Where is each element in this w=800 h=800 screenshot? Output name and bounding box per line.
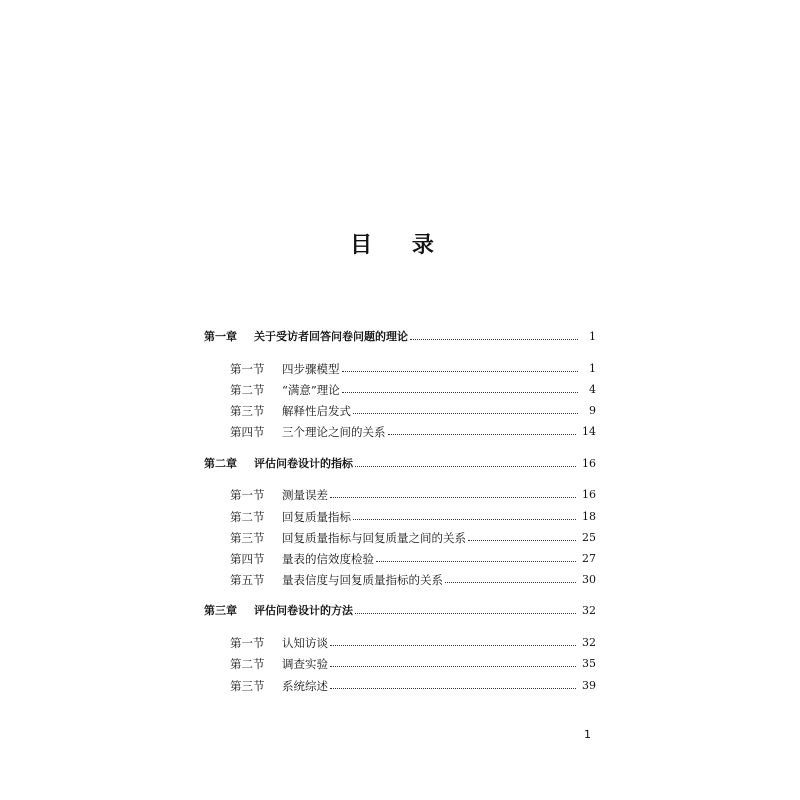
toc-chapter-1[interactable] bbox=[204, 327, 596, 347]
toc-section[interactable] bbox=[230, 485, 596, 505]
leader-dots bbox=[330, 688, 576, 689]
page-number: 9 bbox=[589, 404, 596, 417]
toc-section[interactable] bbox=[230, 380, 596, 400]
page-number: 32 bbox=[582, 636, 596, 649]
chapter-label: 第一章 bbox=[204, 330, 237, 343]
toc-section[interactable] bbox=[230, 570, 596, 590]
page-number: 32 bbox=[582, 604, 596, 617]
section-title: 量表信度与回复质量指标的关系 bbox=[282, 573, 443, 587]
leader-dots bbox=[330, 666, 576, 667]
section-title: 量表的信效度检验 bbox=[282, 552, 374, 566]
toc-section[interactable] bbox=[230, 528, 596, 548]
section-label: 第二节 bbox=[230, 657, 265, 671]
toc-chapter-3[interactable] bbox=[204, 601, 596, 621]
section-title: 回复质量指标与回复质量之间的关系 bbox=[282, 531, 466, 545]
chapter-title: 关于受访者回答问卷问题的理论 bbox=[254, 330, 408, 343]
section-title: 系统综述 bbox=[282, 679, 328, 693]
section-label: 第三节 bbox=[230, 531, 265, 545]
page-number: 1 bbox=[589, 362, 596, 375]
leader-dots bbox=[355, 613, 576, 614]
section-title: “满意”理论 bbox=[282, 383, 340, 397]
page-number: 16 bbox=[582, 488, 596, 501]
section-title: 调查实验 bbox=[282, 657, 328, 671]
toc-section[interactable] bbox=[230, 549, 596, 569]
page-number: 14 bbox=[582, 425, 596, 438]
section-label: 第四节 bbox=[230, 552, 265, 566]
section-title: 测量误差 bbox=[282, 488, 328, 502]
section-title: 三个理论之间的关系 bbox=[282, 425, 386, 439]
chapter-label: 第三章 bbox=[204, 604, 237, 617]
toc-section[interactable] bbox=[230, 654, 596, 674]
section-label: 第五节 bbox=[230, 573, 265, 587]
page-number: 25 bbox=[582, 531, 596, 544]
leader-dots bbox=[342, 371, 579, 372]
toc-section[interactable] bbox=[230, 359, 596, 379]
toc-title: 目 录 bbox=[350, 233, 450, 258]
page-number: 1 bbox=[589, 330, 596, 343]
toc-section[interactable] bbox=[230, 507, 596, 527]
leader-dots bbox=[342, 392, 578, 393]
leader-dots bbox=[330, 645, 576, 646]
section-label: 第三节 bbox=[230, 404, 265, 418]
section-label: 第四节 bbox=[230, 425, 265, 439]
section-label: 第二节 bbox=[230, 383, 265, 397]
leader-dots bbox=[353, 519, 576, 520]
toc-section[interactable] bbox=[230, 401, 596, 421]
leader-dots bbox=[376, 561, 576, 562]
leader-dots bbox=[353, 413, 578, 414]
section-title: 认知访谈 bbox=[282, 636, 328, 650]
leader-dots bbox=[468, 540, 576, 541]
chapter-label: 第二章 bbox=[204, 457, 237, 470]
chapter-title: 评估问卷设计的指标 bbox=[254, 457, 353, 470]
toc-section[interactable] bbox=[230, 676, 596, 696]
page-number: 27 bbox=[582, 552, 596, 565]
leader-dots bbox=[410, 339, 578, 340]
toc-section[interactable] bbox=[230, 422, 596, 442]
toc-chapter-2[interactable] bbox=[204, 454, 596, 474]
section-title: 四步骤模型 bbox=[282, 362, 340, 376]
leader-dots bbox=[388, 434, 577, 435]
leader-dots bbox=[445, 582, 576, 583]
page-number: 35 bbox=[582, 657, 596, 670]
page-number: 39 bbox=[582, 679, 596, 692]
page-number: 4 bbox=[589, 383, 596, 396]
section-label: 第一节 bbox=[230, 636, 265, 650]
section-label: 第一节 bbox=[230, 488, 265, 502]
toc-section[interactable] bbox=[230, 633, 596, 653]
section-label: 第二节 bbox=[230, 510, 265, 524]
page-number: 16 bbox=[582, 457, 596, 470]
section-title: 解释性启发式 bbox=[282, 404, 351, 418]
chapter-title: 评估问卷设计的方法 bbox=[254, 604, 353, 617]
section-label: 第一节 bbox=[230, 362, 265, 376]
page-number: 30 bbox=[582, 573, 596, 586]
section-title: 回复质量指标 bbox=[282, 510, 351, 524]
leader-dots bbox=[355, 466, 576, 467]
page-number: 18 bbox=[582, 510, 596, 523]
section-label: 第三节 bbox=[230, 679, 265, 693]
footer-page-number: 1 bbox=[584, 728, 591, 741]
leader-dots bbox=[330, 497, 576, 498]
